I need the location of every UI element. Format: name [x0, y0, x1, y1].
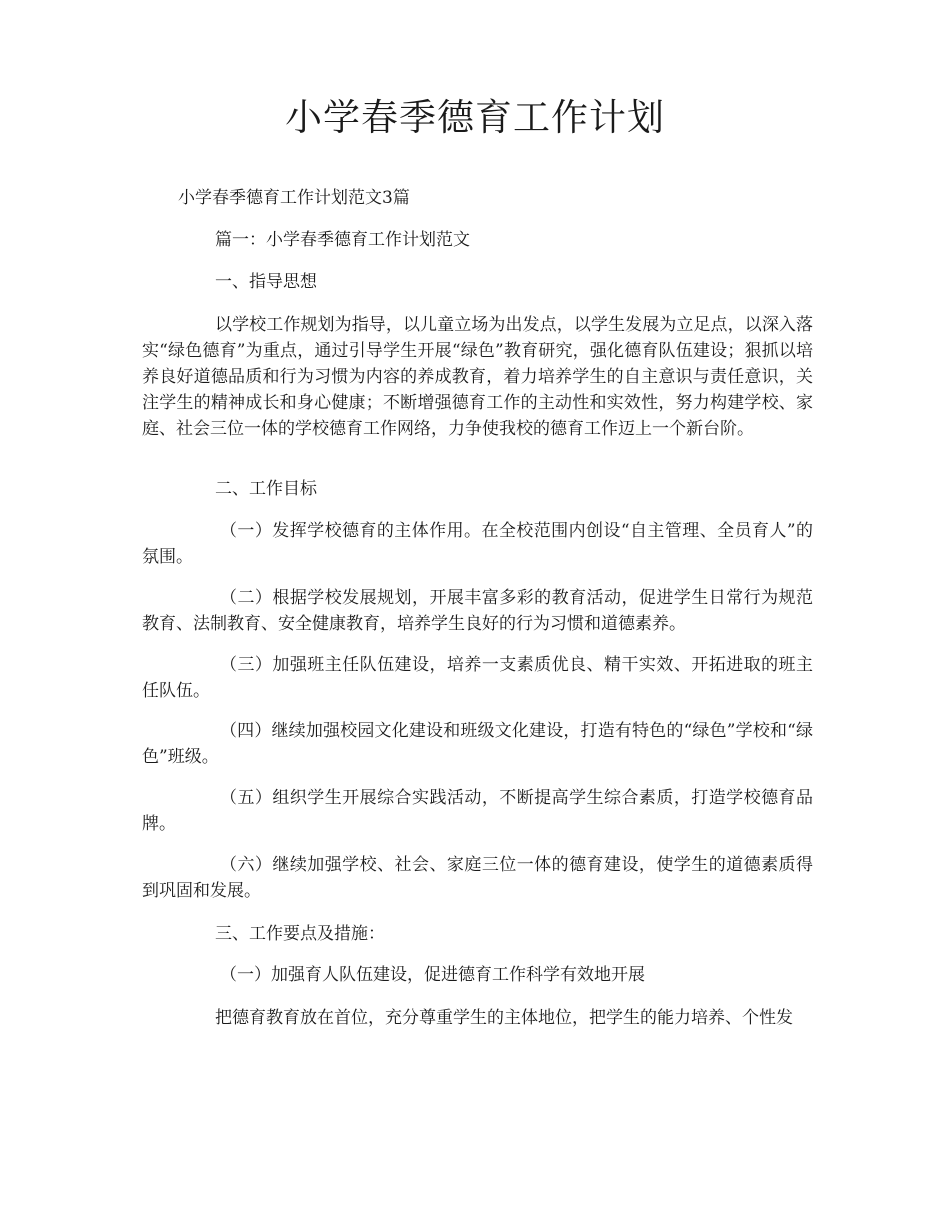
section-subheading-team-building: （一）加强育人队伍建设，促进德育工作科学有效地开展: [220, 965, 645, 985]
document-title: 小学春季德育工作计划: [285, 96, 665, 139]
goal-item-2: （二）根据学校发展规划，开展丰富多彩的教育活动，促进学生日常行为规范教育、法制教育、安全健康教育，培养学生良好的行为习惯和道德素养。: [142, 588, 813, 634]
goal-item-3: （三）加强班主任队伍建设，培养一支素质优良、精干实效、开拓进取的班主任队伍。: [142, 655, 813, 701]
section-paragraph-guiding-ideology: 以学校工作规划为指导，以儿童立场为出发点，以学生发展为立足点，以深入落实“绿色德育”为重点，通过引导学生开展“绿色”教育研究，强化德育队伍建设；狠抓以培养良好道德品质和行为习惯为内容的养成教育，着力培养学生的自主意识与责任意识，关注学生的精神成长和身心健康；不断增强德育工作的主动性和实效性，努力构建学校、家庭、社会三位一体的学校德育工作网络，力争使我校的德育工作迈上一个新台阶。: [142, 315, 813, 439]
section-heading-key-points: 三、工作要点及措施：: [215, 924, 385, 944]
goal-item-4: （四）继续加强校园文化建设和班级文化建设，打造有特色的“绿色”学校和“绿色”班级。: [142, 721, 813, 767]
article-heading: 篇一：小学春季德育工作计划范文: [215, 230, 470, 250]
goal-item-1: （一）发挥学校德育的主体作用。在全校范围内创设“自主管理、全员育人”的氛围。: [142, 521, 813, 567]
goal-item-5: （五）组织学生开展综合实践活动，不断提高学生综合素质，打造学校德育品牌。: [142, 788, 813, 834]
section-paragraph-team-building: 把德育教育放在首位，充分尊重学生的主体地位，把学生的能力培养、个性发: [215, 1008, 793, 1028]
document-subtitle: 小学春季德育工作计划范文3篇: [178, 188, 410, 208]
section-heading-guiding-ideology: 一、指导思想: [215, 272, 317, 292]
section-heading-work-goals: 二、工作目标: [215, 479, 317, 499]
goal-item-6: （六）继续加强学校、社会、家庭三位一体的德育建设，使学生的道德素质得到巩固和发展。: [142, 855, 813, 901]
